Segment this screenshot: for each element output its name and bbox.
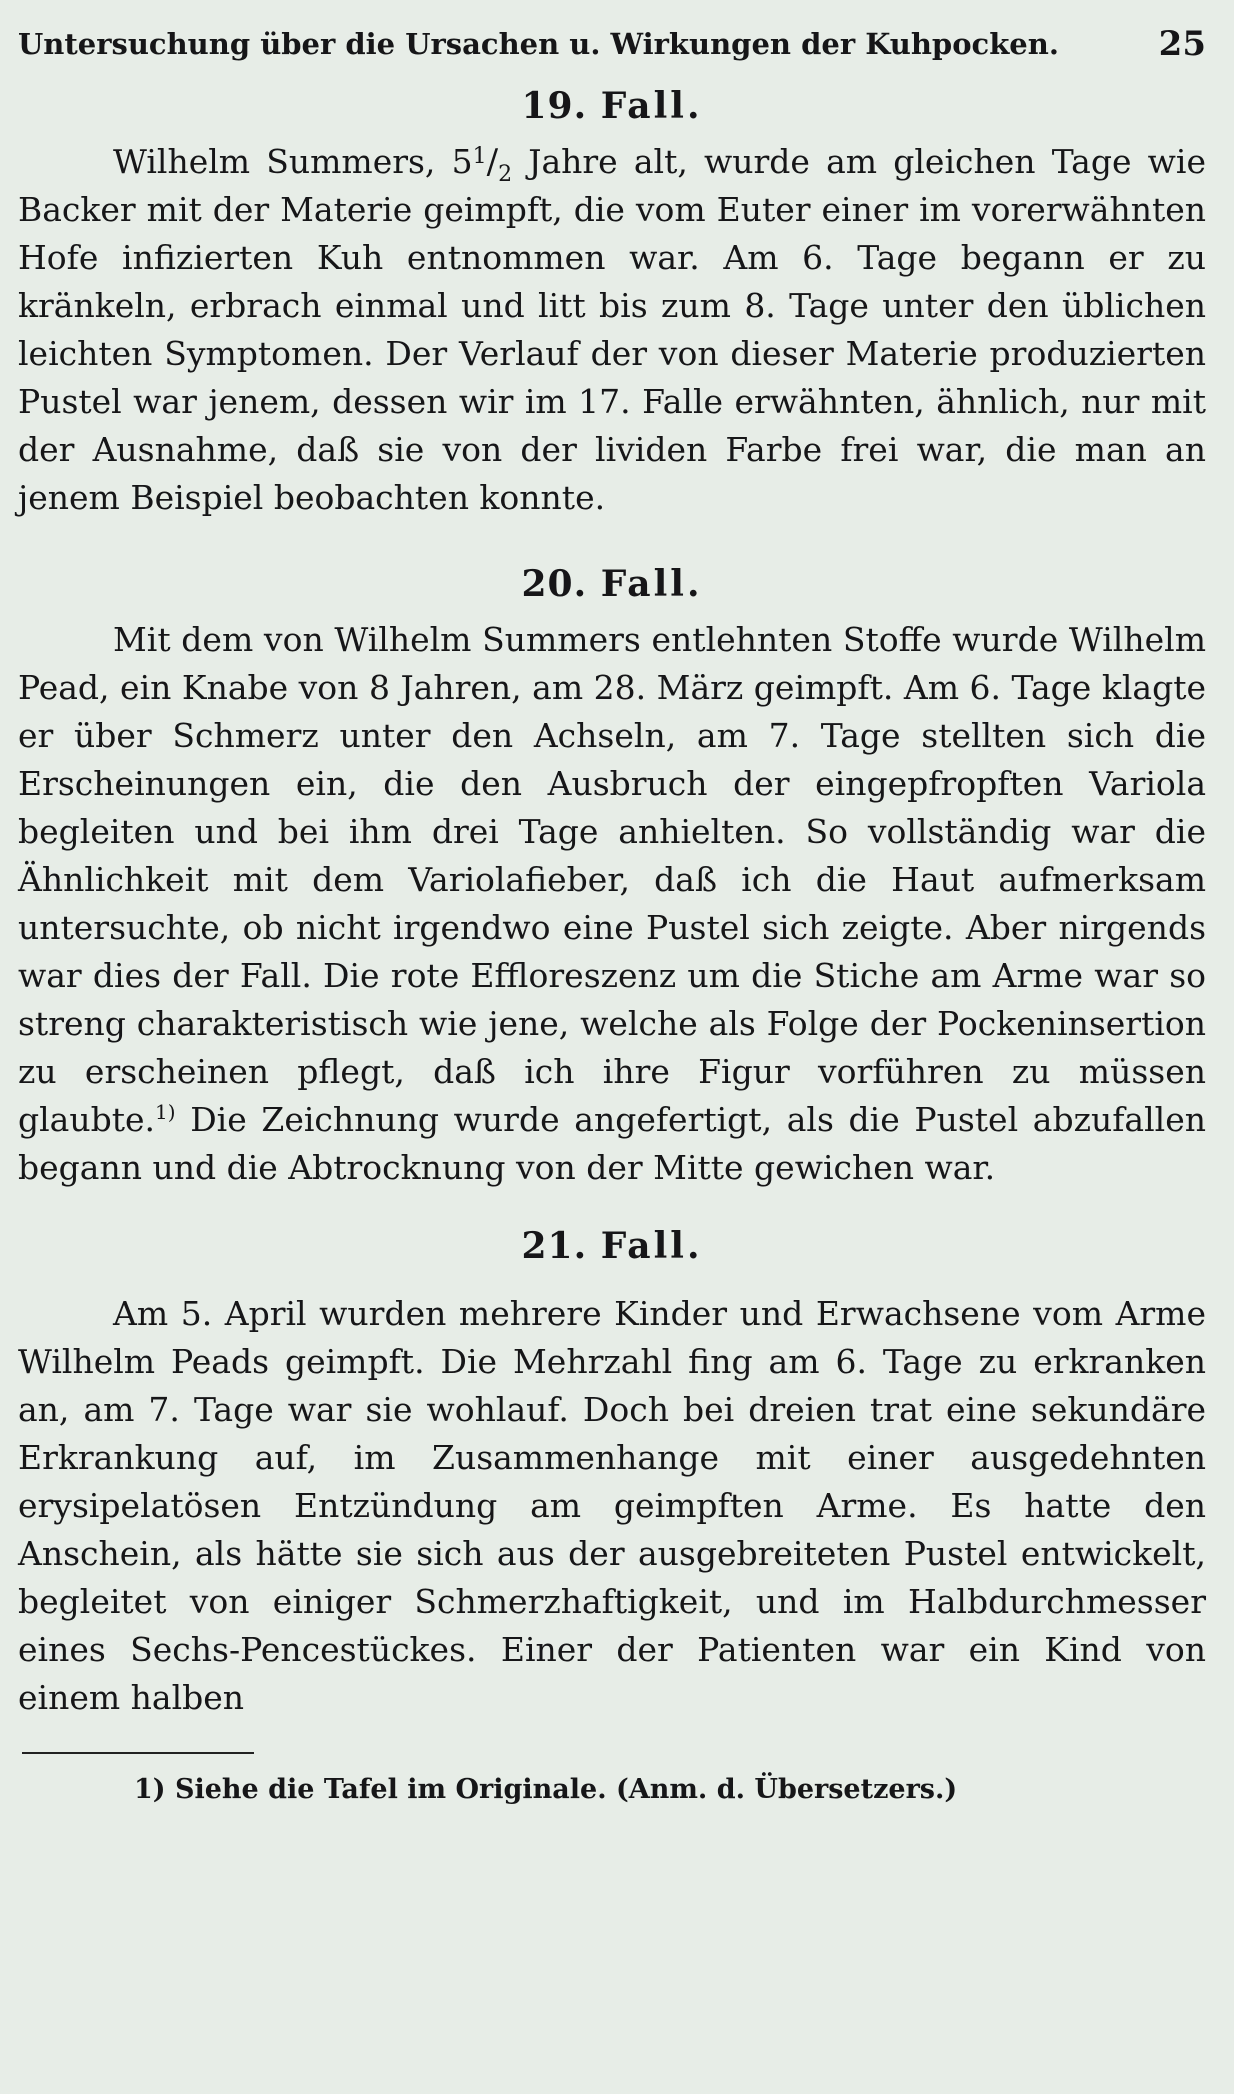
fraction-numerator: 1 <box>472 144 487 169</box>
case-number: 19. <box>521 85 588 127</box>
case-paragraph-21: Am 5. April wurden mehrere Kinder und Erwachsene vom Arme Wilhelm Peads geimpft. Die Mehrzahl fing am 6. Tage zu erkranken an, am 7. Tage war sie wohlauf. Doch bei dreien trat eine sekundäre Erkrankung auf, im Zusammenhange mit einer ausgedehnten erysipelatösen Entzündung am geimpften Arme. Es hatte den Anschein, als hätte sie sich aus der ausgebreiteten Pustel entwickelt, begleitet von einiger Schmerzhaftigkeit, und im Halbdurchmesser eines Sechs-Pencestückes. Einer der Patienten war ein Kind von einem halben <box>18 1294 1206 1717</box>
case-heading-21 <box>18 1222 1206 1270</box>
fraction-slash: / <box>486 142 499 182</box>
case-number: 20. <box>521 563 588 605</box>
running-head <box>18 14 1206 74</box>
paragraph-text: Mit dem von Wilhelm Summers entlehnten Stoffe wurde Wilhelm Pead, ein Knabe von 8 Jahren, am 28. März geimpft. Am 6. Tage klagte er über Schmerz unter den Achseln, am 7. Tage stellten sich die Erscheinungen ein, die den Ausbruch der eingepfropften Variola begleiten und bei ihm drei Tage anhielten. So vollständig war die Ähnlichkeit mit dem Variolafieber, daß ich die Haut aufmerksam untersuchte, ob nicht irgendwo eine Pustel sich zeigte. Aber nirgends war dies der Fall. Die rote Effloreszenz um die Stiche am Arme war so streng charakteristisch wie jene, welche als Folge der Pockeninsertion zu erscheinen pflegt, daß ich ihre Figur vorführen zu müssen glaubte. <box>18 620 1206 1139</box>
footnote-marker: 1) <box>155 1100 176 1124</box>
paragraph-text: Jahre alt, wurde am gleichen Tage wie Backer mit der Materie geimpft, die vom Euter einer im vorerwähnten Hofe infizierten Kuh entnommen war. Am 6. Tage begann er zu kränkeln, erbrach einmal und litt bis zum 8. Tage unter den üblichen leichten Symptomen. Der Verlauf der von dieser Materie produzierten Pustel war jenem, dessen wir im 17. Falle erwähnten, ähnlich, nur mit der Ausnahme, daß sie von der lividen Farbe frei war, die man an jenem Beispiel beobachten konnte. <box>18 142 1206 517</box>
paragraph-text: Wilhelm Summers, 5 <box>113 142 473 181</box>
case-paragraph-20 <box>18 616 1206 1192</box>
footnote: 1) Siehe die Tafel im Originale. (Anm. d. Übersetzers.) <box>134 1774 958 1805</box>
case-label: Fall. <box>600 85 703 127</box>
fraction-denominator: 2 <box>498 162 513 187</box>
running-title: Untersuchung über die Ursachen u. Wirkungen der Kuhpocken. <box>18 27 1059 61</box>
case-heading-20 <box>18 560 1206 608</box>
case-label: Fall. <box>600 1225 703 1267</box>
case-label: Fall. <box>600 563 703 605</box>
footnote-rule <box>22 1752 254 1754</box>
paragraph-text: Die Zeichnung wurde angefertigt, als die Pustel abzufallen begann und die Abtrocknung von der Mitte gewichen war. <box>18 1100 1206 1187</box>
case-heading-19 <box>18 82 1206 130</box>
page-number: 25 <box>1158 24 1206 64</box>
case-number: 21. <box>521 1225 588 1267</box>
case-paragraph-19 <box>18 138 1206 522</box>
